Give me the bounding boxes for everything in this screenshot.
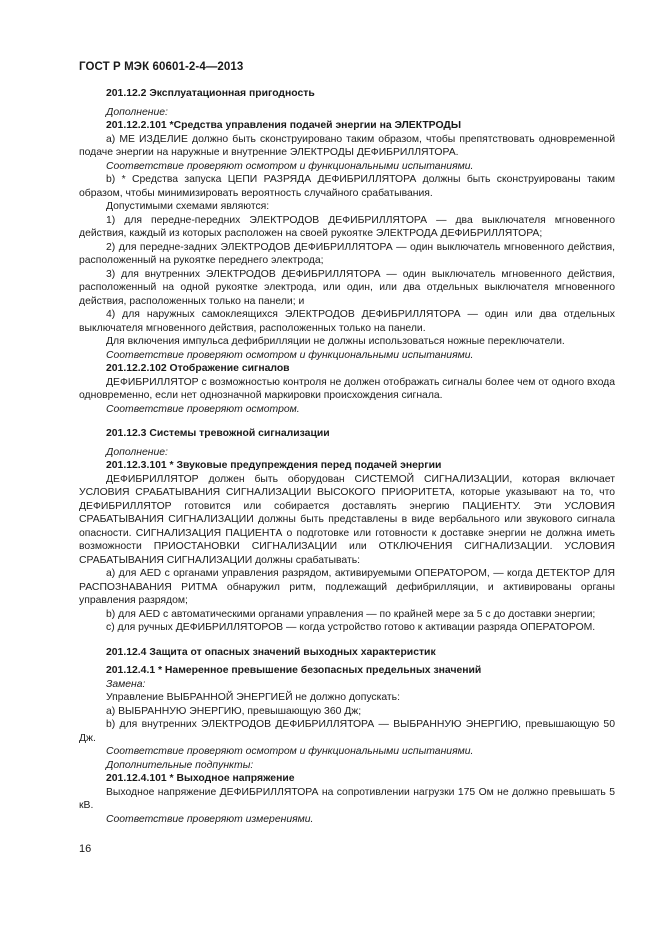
list-item: b) для внутренних ЭЛЕКТРОДОВ ДЕФИБРИЛЛЯТОРА — ВЫБРАННУЮ ЭНЕРГИЮ, превышающую 50 Дж. bbox=[79, 719, 615, 744]
body-paragraph: Выходное напряжение ДЕФИБРИЛЛЯТОРА на сопротивлении нагрузки 175 Ом не должно превышать 5 кВ. bbox=[79, 786, 615, 811]
addition-label: Дополнение: bbox=[106, 446, 168, 458]
list-item: 1) для передне-передних ЭЛЕКТРОДОВ ДЕФИБРИЛЛЯТОРА — два выключателя мгновенного действия, каждый из которых расположен на своей рукоятке ЭЛЕКТРОДА ДЕФИБРИЛЛЯТОРА; bbox=[79, 214, 615, 239]
compliance-note: Соответствие проверяют осмотром и функциональными испытаниями. bbox=[106, 746, 474, 757]
body-paragraph: Допустимыми схемами являются: bbox=[106, 201, 270, 212]
body-paragraph: Управление ВЫБРАННОЙ ЭНЕРГИЕЙ не должно допускать: bbox=[106, 692, 400, 703]
addition-label: Дополнение: bbox=[106, 106, 168, 118]
body-paragraph: b) * Средства запуска ЦЕПИ РАЗРЯДА ДЕФИБРИЛЛЯТОРА должны быть сконструированы таким образом, чтобы минимизировать вероятность случайного срабатывания. bbox=[79, 174, 615, 199]
compliance-note: Соответствие проверяют осмотром и функциональными испытаниями. bbox=[106, 160, 474, 172]
replacement-label: Замена: bbox=[106, 678, 146, 690]
compliance-note: Соответствие проверяют осмотром. bbox=[106, 403, 300, 415]
compliance-note: Соответствие проверяют осмотром и функциональными испытаниями. bbox=[106, 349, 474, 361]
additional-subclauses-label: Дополнительные подпункты: bbox=[106, 759, 254, 771]
list-item: 3) для внутренних ЭЛЕКТРОДОВ ДЕФИБРИЛЛЯТОРА — один выключатель мгновенного действия, расположенный на одной рукоятке электрода, или один, или два отдельных выключателя мгновенного действия, расположенных только на панели; и bbox=[79, 268, 615, 307]
body-paragraph: a) ME ИЗДЕЛИЕ должно быть сконструировано таким образом, чтобы препятствовать одновременной подаче энергии на наружные и внутренние ЭЛЕКТРОДЫ ДЕФИБРИЛЛЯТОРА. bbox=[79, 133, 615, 158]
list-item: b) для AED с автоматическими органами управления — по крайней мере за 5 с до доставки энергии; bbox=[106, 608, 596, 620]
subsection-heading: 201.12.4.101 * Выходное напряжение bbox=[106, 773, 295, 784]
subsection-heading: 201.12.4.1 * Намеренное превышение безопасных предельных значений bbox=[106, 665, 482, 676]
document-header: ГОСТ Р МЭК 60601-2-4—2013 bbox=[79, 61, 244, 73]
body-paragraph: Для включения импульса дефибрилляции не должны использоваться ножные переключатели. bbox=[106, 336, 565, 347]
list-item: 2) для передне-задних ЭЛЕКТРОДОВ ДЕФИБРИЛЛЯТОРА — один выключатель мгновенного действия, расположенный на рукоятке переднего электрода; bbox=[79, 241, 615, 266]
subsection-heading: 201.12.2.102 Отображение сигналов bbox=[106, 363, 290, 374]
body-paragraph: ДЕФИБРИЛЛЯТОР с возможностью контроля не должен отображать сигналы более чем от одного входа одновременно, если нет однозначной маркировки происхождения сигнала. bbox=[79, 376, 615, 401]
list-item: c) для ручных ДЕФИБРИЛЛЯТОРОВ — когда устройство готово к активации разряда ОПЕРАТОРОМ. bbox=[106, 622, 596, 633]
page-number: 16 bbox=[79, 843, 92, 855]
subsection-heading: 201.12.3.101 * Звуковые предупреждения перед подачей энергии bbox=[106, 460, 442, 471]
compliance-note: Соответствие проверяют измерениями. bbox=[106, 813, 314, 825]
subsection-heading: 201.12.2.101 *Средства управления подачей энергии на ЭЛЕКТРОДЫ bbox=[106, 120, 461, 131]
section-heading: 201.12.3 Системы тревожной сигнализации bbox=[106, 428, 330, 439]
section-heading: 201.12.2 Эксплуатационная пригодность bbox=[106, 88, 315, 99]
list-item: a) для AED с органами управления разрядом, активируемыми ОПЕРАТОРОМ, — когда ДЕТЕКТОР ДЛЯ РАСПОЗНАВАНИЯ РИТМА обнаружил ритм, подлежащий дефибрилляции, и активированы органы управления разрядом; bbox=[79, 568, 615, 606]
list-item: 4) для наружных самоклеящихся ЭЛЕКТРОДОВ ДЕФИБРИЛЛЯТОРА — один или два отдельных выключателя мгновенного действия, расположенных только на панели. bbox=[79, 309, 615, 334]
document-body bbox=[79, 87, 615, 826]
body-paragraph: ДЕФИБРИЛЛЯТОР должен быть оборудован СИСТЕМОЙ СИГНАЛИЗАЦИИ, которая включает УСЛОВИЯ СРАБАТЫВАНИЯ СИГНАЛИЗАЦИИ ВЫСОКОГО ПРИОРИТЕТА, которые указывают на то, что ДЕФИБРИЛЛЯТОР готовится или собирается доставлять энергию ПАЦИЕНТУ. Эти УСЛОВИЯ СРАБАТЫВАНИЯ СИГНАЛИЗАЦИИ должны быть представлены в виде вербального или звукового сигнала опасности. СИГНАЛИЗАЦИЯ ПАЦИЕНТА о подготовке или готовности к доставке энергии не должна иметь возможности ПРИОСТАНОВКИ СИГНАЛИЗАЦИИ или ОТКЛЮЧЕНИЯ СИГНАЛИЗАЦИИ. УСЛОВИЯ СРАБАТЫВАНИЯ СИГНАЛИЗАЦИИ должны срабатывать: bbox=[79, 473, 615, 566]
section-heading: 201.12.4 Защита от опасных значений выходных характеристик bbox=[106, 646, 436, 658]
list-item: a) ВЫБРАННУЮ ЭНЕРГИЮ, превышающую 360 Дж; bbox=[106, 705, 362, 717]
